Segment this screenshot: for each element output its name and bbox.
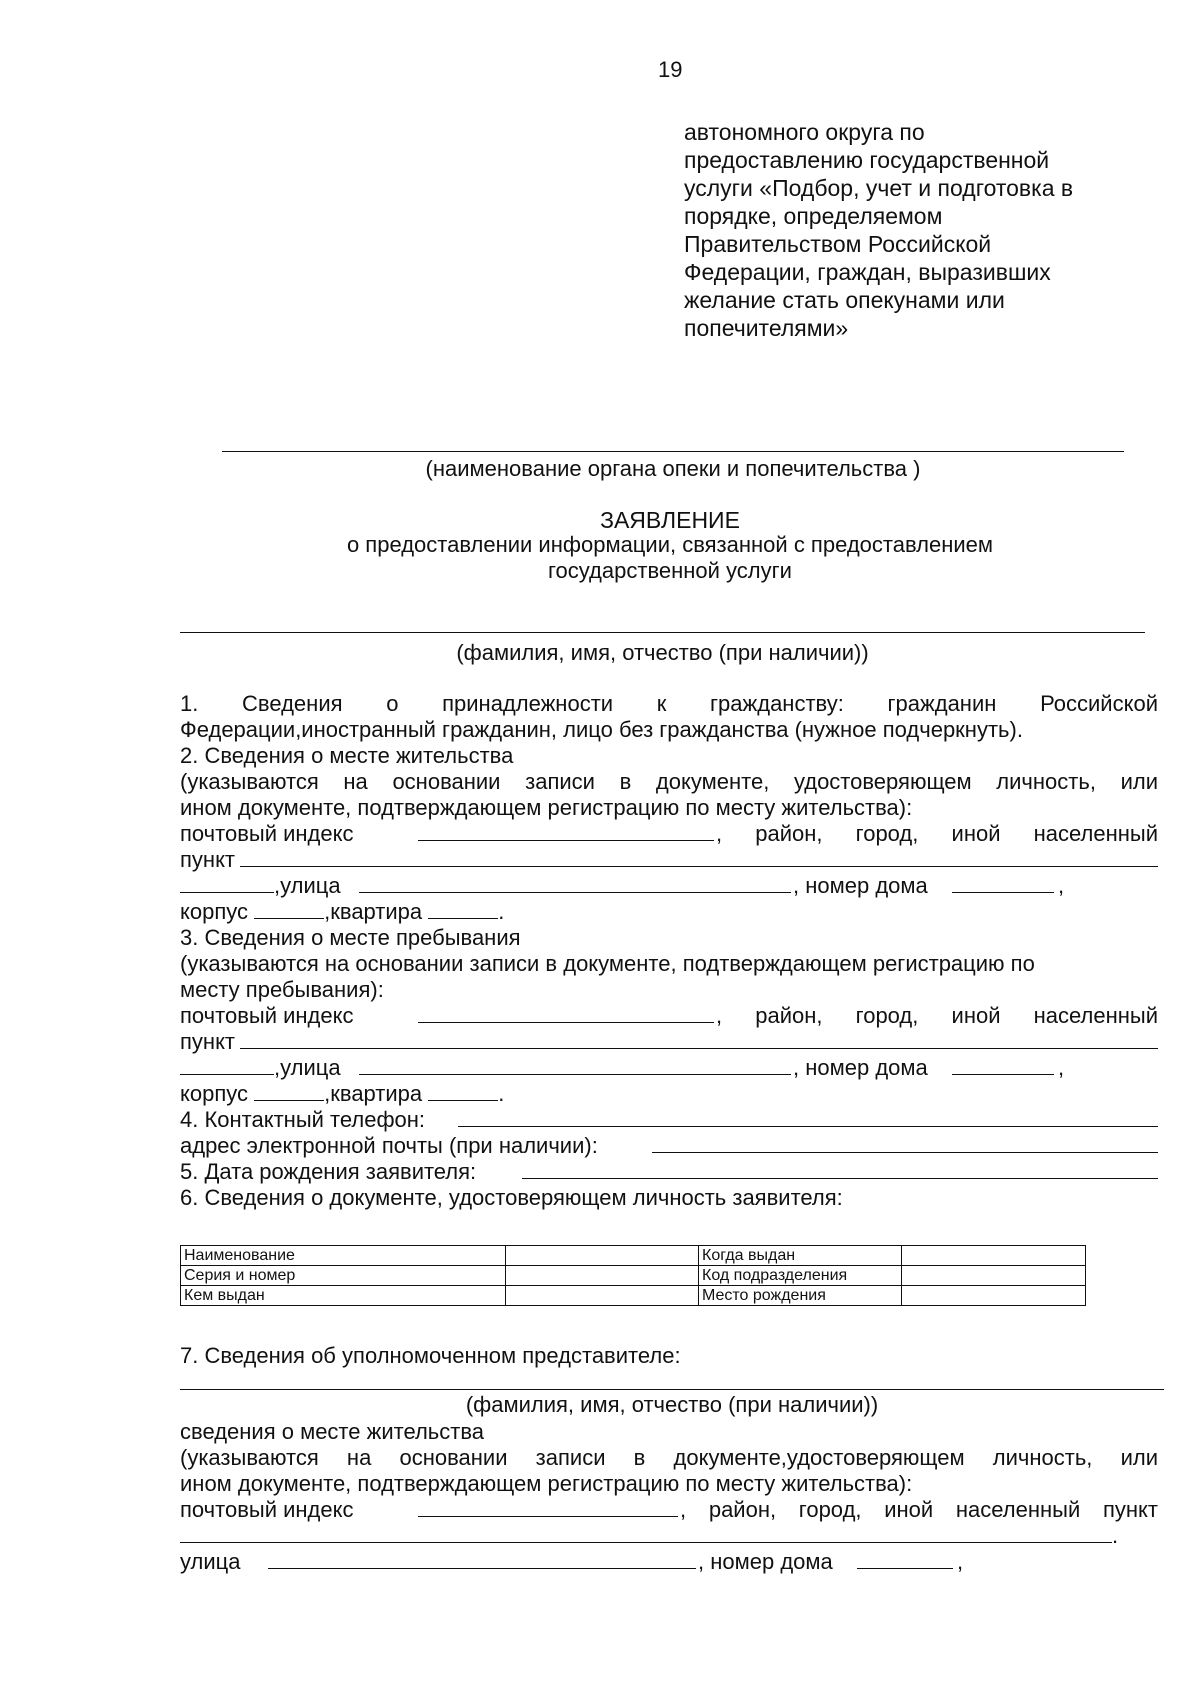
fio-caption: (фамилия, имя, отчество (при наличии)) — [456, 640, 869, 665]
document-subtitle: государственной услуги — [548, 558, 792, 583]
postal-label: почтовый индекс — [180, 1003, 354, 1028]
locality-field[interactable] — [240, 848, 1158, 867]
kvartira-field[interactable] — [428, 1082, 498, 1101]
phone-label: 4. Контактный телефон: — [180, 1107, 426, 1132]
document-subtitle: о предоставлении информации, связанной с предоставлением — [346, 532, 994, 557]
phone-row — [180, 1108, 1158, 1134]
locality-row — [180, 848, 1158, 874]
rep-residence-block — [180, 1420, 1158, 1576]
table-cell[interactable] — [506, 1246, 699, 1266]
header-line: услуги «Подбор, учет и подготовка в — [684, 175, 1074, 201]
street-label: ,улица — [274, 1055, 341, 1080]
document-title: ЗАЯВЛЕНИЕ — [600, 507, 740, 533]
header-line: попечителями» — [684, 315, 849, 341]
kvartira-field[interactable] — [428, 900, 498, 919]
table-cell: Кем выдан — [181, 1286, 506, 1306]
kvartira-label: ,квартира — [324, 1081, 423, 1106]
header-line: порядке, определяемом — [684, 203, 943, 229]
table-row — [181, 1286, 1086, 1306]
section-3-note: месту пребывания): — [180, 977, 384, 1002]
birthdate-field[interactable] — [522, 1160, 1158, 1179]
header-line: Федерации, граждан, выразивших — [684, 259, 1051, 285]
id-document-table — [180, 1245, 1086, 1306]
header-line: предоставлению государственной — [684, 147, 1050, 173]
rep-fio-caption: (фамилия, имя, отчество (при наличии)) — [465, 1392, 879, 1417]
locality-field[interactable] — [180, 1524, 1112, 1543]
house-field[interactable] — [952, 874, 1054, 893]
district-label: , район, город, иной населенный — [716, 1003, 1158, 1028]
form-section-1-6 — [180, 692, 1158, 1212]
locality-label: пункт — [180, 847, 236, 872]
postal-index-field[interactable] — [418, 1498, 678, 1517]
email-row — [180, 1134, 1158, 1160]
locality-continuation-field[interactable] — [180, 1056, 274, 1075]
locality-label: пункт — [180, 1029, 236, 1054]
table-cell[interactable] — [902, 1246, 1086, 1266]
birthdate-row — [180, 1160, 1158, 1186]
district-label: , район, город, иной населенный — [716, 821, 1158, 846]
house-field[interactable] — [857, 1550, 953, 1569]
authority-caption: (наименование органа опеки и попечительства ) — [425, 456, 921, 481]
table-cell: Наименование — [181, 1246, 506, 1266]
table-cell[interactable] — [902, 1286, 1086, 1306]
house-label: , номер дома — [793, 1055, 928, 1080]
locality-field[interactable] — [240, 1030, 1158, 1049]
table-cell: Место рождения — [699, 1286, 902, 1306]
section-7-title: 7. Сведения об уполномоченном представителе: — [180, 1343, 681, 1368]
section-2-note: (указываются на основании записи в документе, удостоверяющем личность, или — [180, 769, 1158, 794]
district-label: , район, город, иной населенный пункт — [680, 1497, 1158, 1522]
postal-row-stay — [180, 1004, 1158, 1030]
period: . — [498, 1081, 505, 1106]
header-line: желание стать опекунами или — [684, 287, 1005, 313]
postal-label: почтовый индекс — [180, 1497, 354, 1522]
authority-line — [222, 451, 1124, 452]
phone-field[interactable] — [458, 1108, 1158, 1127]
rep-locality-row — [180, 1524, 1158, 1550]
header-block — [684, 118, 1073, 342]
table-cell: Серия и номер — [181, 1266, 506, 1286]
postal-row — [180, 822, 1158, 848]
house-field[interactable] — [952, 1056, 1054, 1075]
email-field[interactable] — [652, 1134, 1158, 1153]
table-cell[interactable] — [506, 1266, 699, 1286]
section-2-title: 2. Сведения о месте жительства — [180, 743, 514, 768]
rep-fio-line — [180, 1389, 1164, 1390]
street-row-stay — [180, 1056, 1158, 1082]
email-label: адрес электронной почты (при наличии): — [180, 1133, 598, 1158]
table-cell: Когда выдан — [699, 1246, 902, 1266]
postal-index-field[interactable] — [418, 1004, 714, 1023]
section-3-title: 3. Сведения о месте пребывания — [180, 925, 521, 950]
birthdate-label: 5. Дата рождения заявителя: — [180, 1159, 477, 1184]
rep-note: ином документе, подтверждающем регистрацию по месту жительства): — [180, 1471, 913, 1496]
street-row — [180, 874, 1158, 900]
rep-postal-row — [180, 1498, 1158, 1524]
table-cell[interactable] — [902, 1266, 1086, 1286]
korpus-label: корпус — [180, 899, 249, 924]
korpus-field[interactable] — [254, 900, 324, 919]
kvartira-label: ,квартира — [324, 899, 423, 924]
header-line: Правительством Российской — [684, 231, 992, 257]
comma: , — [1058, 873, 1065, 898]
street-field[interactable] — [268, 1550, 696, 1569]
house-label: , номер дома — [698, 1549, 833, 1574]
korpus-row-stay — [180, 1082, 1158, 1108]
table-row — [181, 1246, 1086, 1266]
house-label: , номер дома — [793, 873, 928, 898]
table-cell: Код подразделения — [699, 1266, 902, 1286]
korpus-row — [180, 900, 1158, 926]
section-1-line: Федерации,иностранный гражданин, лицо без гражданства (нужное подчеркнуть). — [180, 717, 1023, 742]
header-line: автономного округа по — [684, 119, 925, 145]
street-label: ,улица — [274, 873, 341, 898]
section-3-note: (указываются на основании записи в документе, подтверждающем регистрацию по — [180, 951, 1035, 976]
section-2-note: ином документе, подтверждающем регистрацию по месту жительства): — [180, 795, 913, 820]
table-cell[interactable] — [506, 1286, 699, 1306]
comma: , — [1058, 1055, 1065, 1080]
period: . — [1112, 1523, 1119, 1548]
table-row — [181, 1266, 1086, 1286]
postal-label: почтовый индекс — [180, 821, 354, 846]
comma: , — [957, 1549, 964, 1574]
rep-residence-title: сведения о месте жительства — [180, 1419, 485, 1444]
street-field[interactable] — [359, 874, 791, 893]
fio-line — [180, 632, 1145, 633]
locality-row-stay — [180, 1030, 1158, 1056]
period: . — [498, 899, 505, 924]
rep-note: (указываются на основании записи в документе,удостоверяющем личность, или — [180, 1445, 1158, 1470]
rep-street-row — [180, 1550, 1158, 1576]
street-field[interactable] — [359, 1056, 791, 1075]
page-number: 19 — [658, 57, 683, 82]
korpus-field[interactable] — [254, 1082, 324, 1101]
postal-index-field[interactable] — [418, 822, 714, 841]
korpus-label: корпус — [180, 1081, 249, 1106]
street-label: улица — [180, 1549, 241, 1574]
locality-continuation-field[interactable] — [180, 874, 274, 893]
section-1-line: 1. Сведения о принадлежности к гражданству: гражданин Российской — [180, 691, 1158, 716]
section-6-title: 6. Сведения о документе, удостоверяющем личность заявителя: — [180, 1185, 843, 1210]
